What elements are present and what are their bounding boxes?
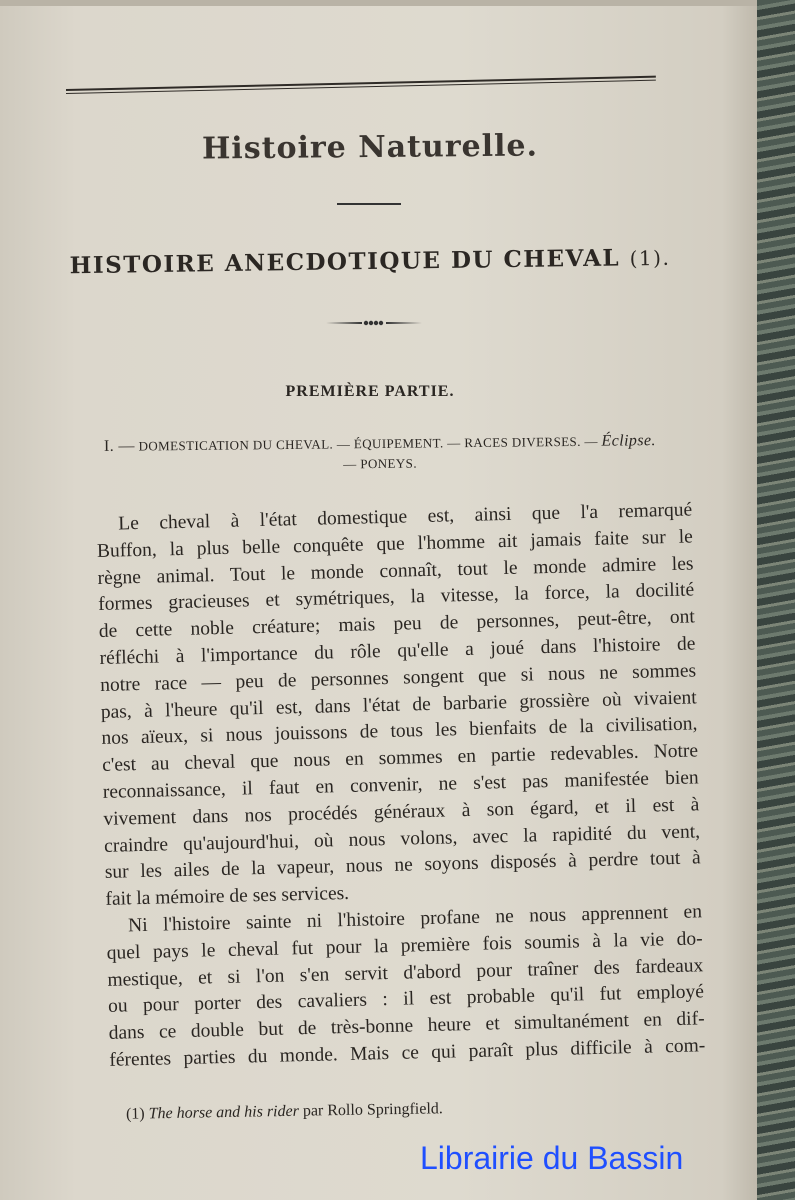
text-line: craindre qu'aujourd'hui, où nous volons, avec la rapidité du vent,	[103, 820, 701, 857]
text-line: Le cheval à l'état domestique est, ainsi que l'a remarqué	[118, 499, 693, 535]
body-text	[96, 497, 706, 1074]
watermark: Librairie du Bassin	[420, 1140, 684, 1176]
text-line: nos aïeux, si nous jouissons de tous les bienfaits de la civilisation,	[101, 713, 698, 750]
text-line: mestique, et si l'on s'en servit d'abord pour traîner des fardeaux	[107, 954, 704, 991]
text-line: notre race — peu de personnes songent que si nous ne sommes	[99, 660, 697, 696]
text-line: fait la mémoire de ses services.	[105, 883, 350, 911]
footnote-author: par Rollo Springfield.	[302, 1100, 443, 1120]
title-note: (1).	[629, 245, 671, 271]
text-line: règne animal. Tout le monde connaît, tout le monde admire les	[97, 553, 694, 589]
section-heading: Histoire Naturelle.	[201, 128, 539, 167]
text-line: ou pour porter des cavaliers : il est probable qu'il fut employé	[107, 981, 705, 1018]
text-line: de cette noble créature; mais peu de personnes, peut-être, ont	[98, 606, 696, 643]
text-line: c'est au cheval que nous en sommes en partie redevables. Notre	[101, 740, 699, 777]
text-line: Ni l'histoire sainte ni l'histoire profane ne nous apprennent en	[127, 901, 703, 937]
footnote-mark: (1)	[125, 1105, 145, 1123]
text-line: vivement dans nos procédés généraux à son égard, et il est à	[103, 794, 700, 830]
chapter-italic: Éclipse.	[601, 432, 656, 450]
text-line: reconnaissance, il faut en convenir, ne s'est pas manifestée bien	[102, 767, 699, 803]
chapter-topics-line2: — PONEYS.	[343, 455, 418, 472]
title-text: HISTOIRE ANECDOTIQUE DU CHEVAL	[69, 244, 621, 280]
part-heading: PREMIÈRE PARTIE.	[285, 383, 455, 400]
chapter-number: I. —	[103, 437, 135, 455]
text-line: sur les ailes de la vapeur, nous ne soyons disposés à perdre tout à	[104, 847, 701, 884]
marbled-cover-edge	[757, 0, 795, 1200]
footnote-title: The horse and his rider	[148, 1102, 300, 1123]
chapter-summary	[50, 431, 710, 478]
short-divider	[337, 203, 401, 205]
page-top-edge	[0, 0, 760, 6]
text-line: formes gracieuses et symétriques, la vitesse, la force, la docilité	[98, 579, 695, 616]
text-line: Buffon, la plus belle conquête que l'homme ait jamais faite sur le	[96, 526, 694, 562]
text-line: réfléchi à l'importance du rôle qu'elle a joué dans l'histoire de	[99, 633, 696, 669]
chapter-topics: DOMESTICATION DU CHEVAL. — ÉQUIPEMENT. — RACES DIVERSES. —	[138, 433, 598, 454]
text-line: pas, à l'heure qu'il est, dans l'état de barbarie grossière où vivaient	[100, 686, 697, 723]
ornament-divider	[326, 320, 422, 326]
text-line: quel pays le cheval fut pour la première fois soumis à la vie do-	[106, 928, 703, 964]
text-line: dans ce double but de très-bonne heure et simultanément en dif-	[108, 1008, 705, 1044]
text-line: férentes parties du monde. Mais ce qui paraît plus difficile à com-	[109, 1035, 706, 1071]
